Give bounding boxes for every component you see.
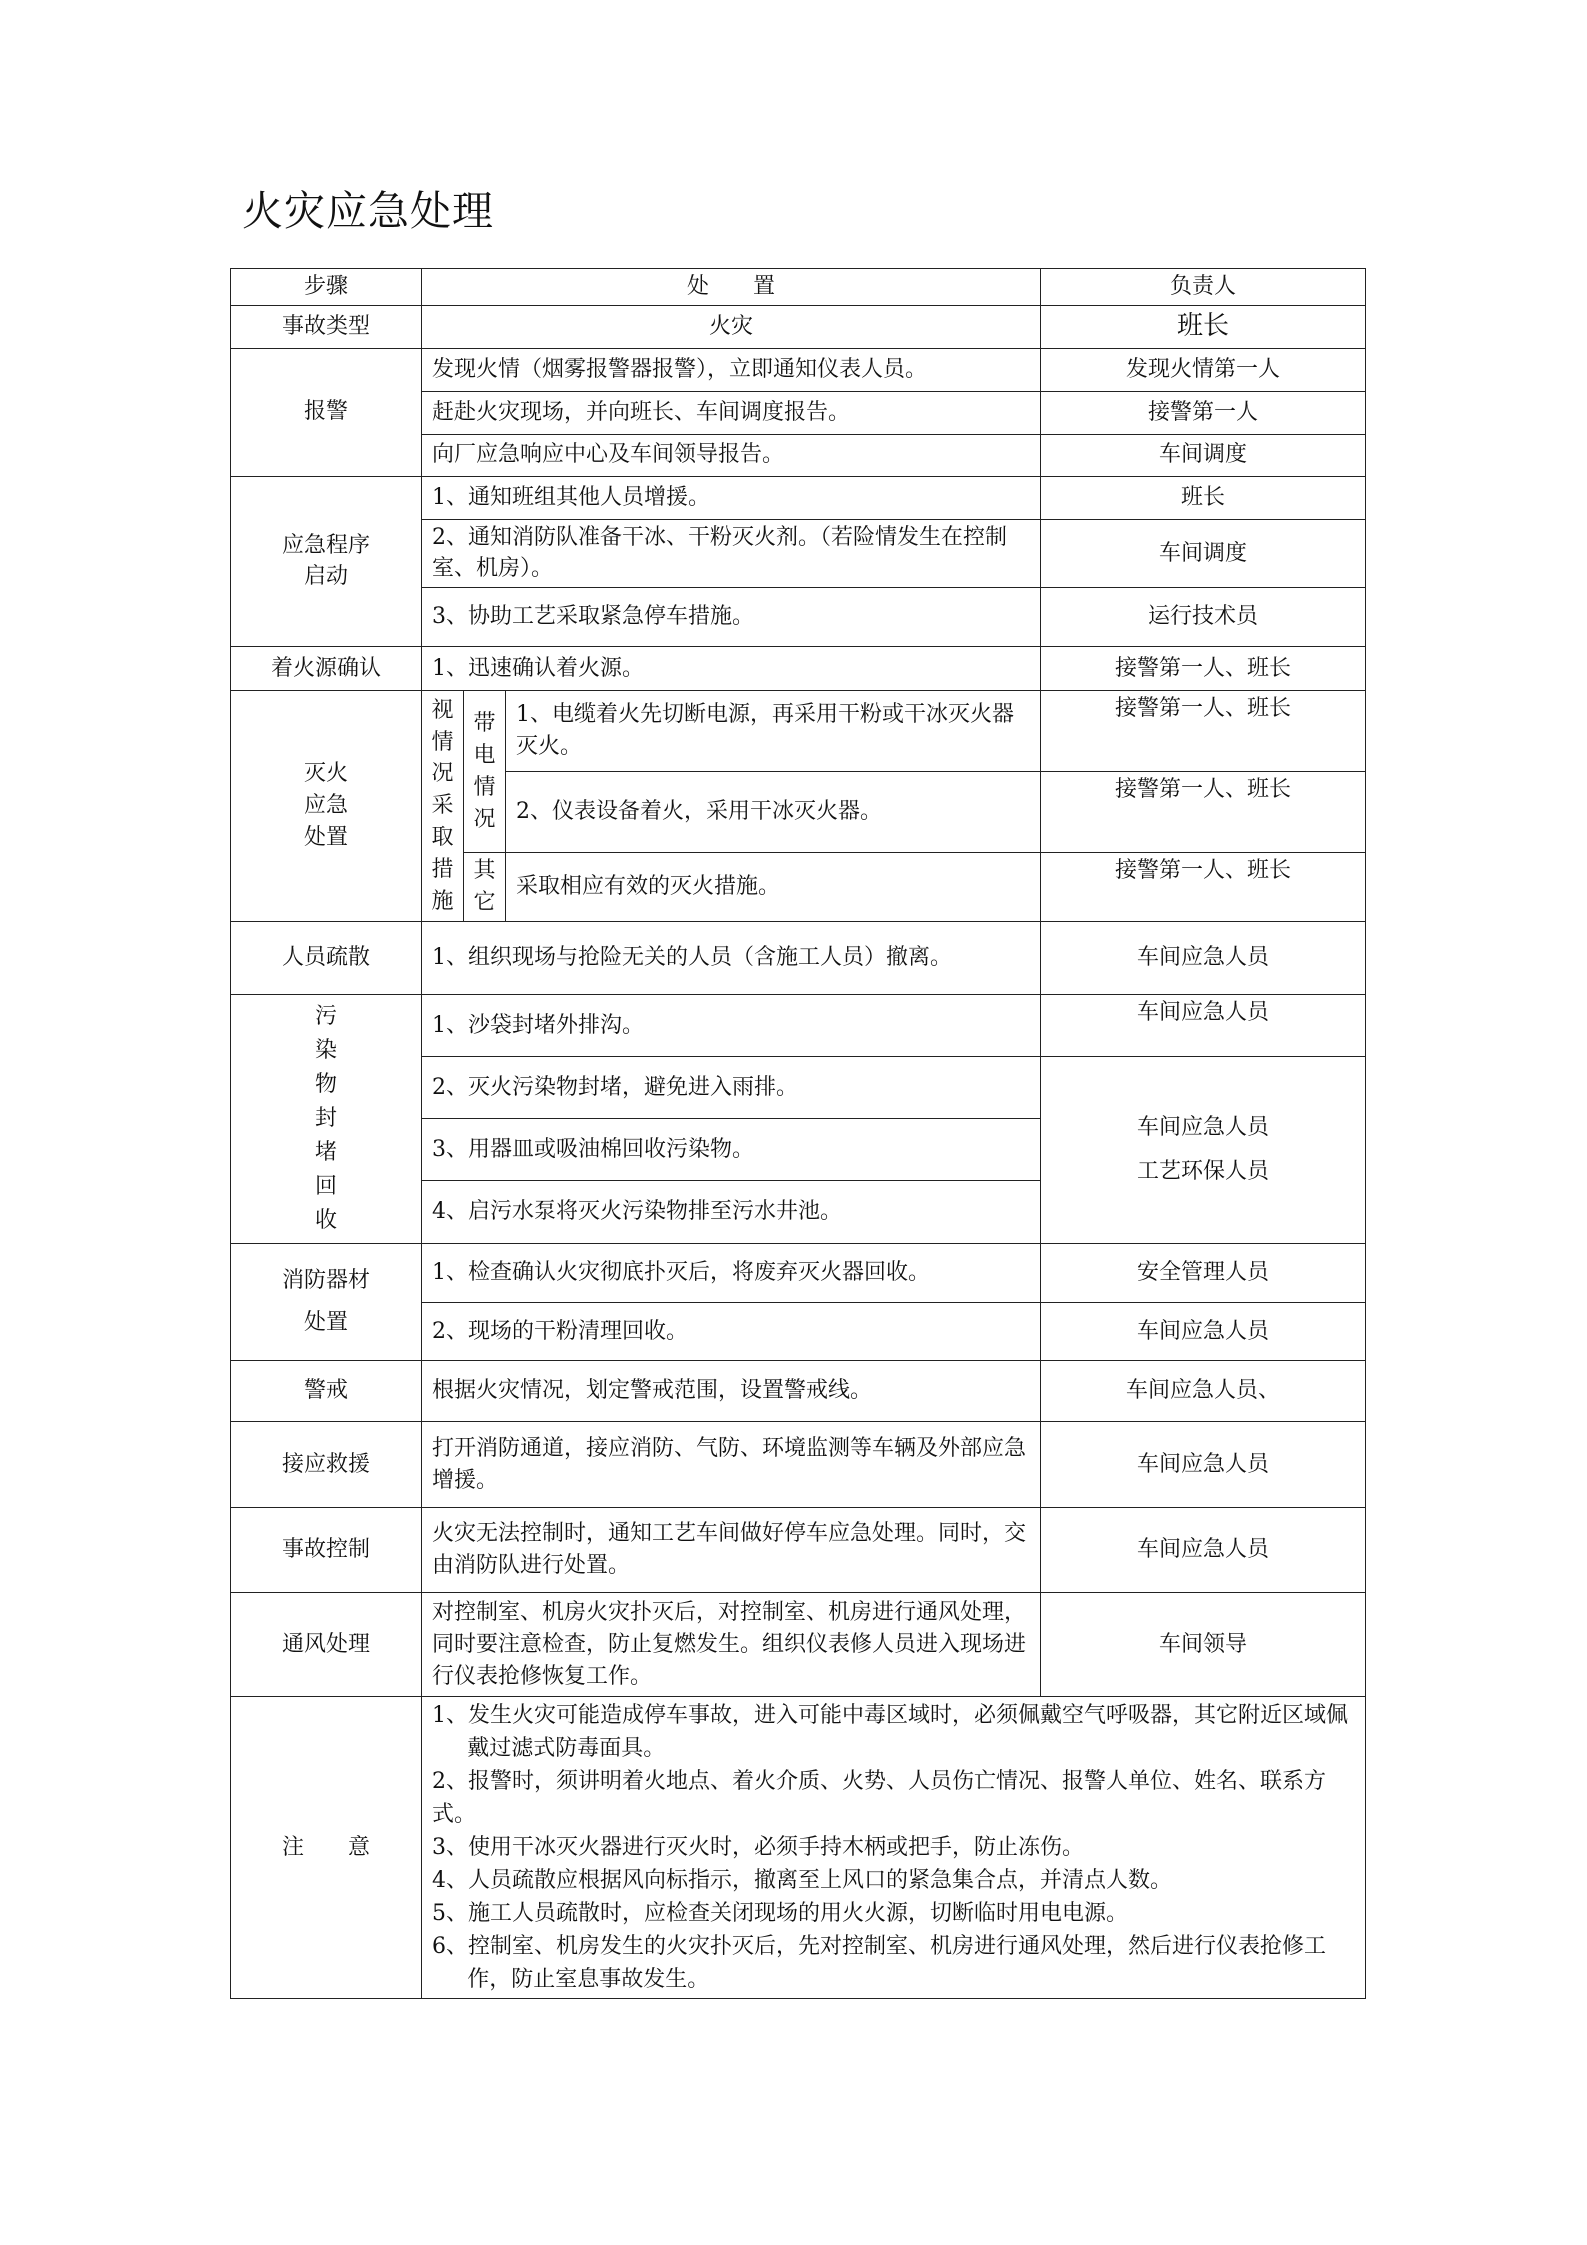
- pollution-char: 收: [314, 1208, 337, 1234]
- control-owner: 车间应急人员: [1041, 1508, 1366, 1593]
- table-row: [231, 476, 1366, 519]
- startup-action-1: 1、通知班组其他人员增援。: [422, 476, 1041, 519]
- table-row: [231, 995, 1366, 1057]
- live-char: 电: [473, 742, 496, 768]
- alarm-owner-2: 接警第一人: [1041, 391, 1366, 434]
- table-header-row: [231, 269, 1366, 306]
- equipment-action-2: 2、现场的干粉清理回收。: [422, 1303, 1041, 1361]
- ventilation-owner: 车间领导: [1041, 1593, 1366, 1697]
- notes-content: [422, 1697, 1366, 1999]
- note-item: 1、发生火灾可能造成停车事故，进入可能中毒区域时，必须佩戴空气呼吸器，其它附近区域佩戴过滤式防毒面具。: [432, 1703, 1349, 1762]
- extinguish-label-line-3: 处置: [303, 825, 348, 851]
- alert-owner: 车间应急人员、: [1041, 1361, 1366, 1422]
- table-row: [231, 1244, 1366, 1303]
- pollution-owner-1: 车间应急人员: [1041, 995, 1366, 1057]
- extinguish-owner-1: 接警第一人、班长: [1041, 691, 1366, 772]
- ventilation-action: 对控制室、机房火灾扑灭后，对控制室、机房进行通风处理，同时要注意检查，防止复燃发生。组织仪表修人员进入现场进行仪表抢修恢复工作。: [422, 1593, 1041, 1697]
- rescue-action: 打开消防通道，接应消防、气防、环境监测等车辆及外部应急增援。: [422, 1422, 1041, 1508]
- measures-char: 视: [431, 697, 454, 723]
- pollution-action-3: 3、用器皿或吸油棉回收污染物。: [422, 1119, 1041, 1181]
- header-action: 处 置: [422, 269, 1041, 306]
- pollution-owner-line-1: 车间应急人员: [1137, 1115, 1270, 1141]
- pollution-action-4: 4、启污水泵将灭火污染物排至污水井池。: [422, 1181, 1041, 1244]
- source-action: 1、迅速确认着火源。: [422, 647, 1041, 691]
- note-item: 5、施工人员疏散时，应检查关闭现场的用火火源，切断临时用电电源。: [432, 1901, 1128, 1927]
- table-row: [231, 922, 1366, 995]
- pollution-char: 污: [314, 1004, 337, 1030]
- rescue-label: 接应救援: [231, 1422, 422, 1508]
- extinguish-owner-3: 接警第一人、班长: [1041, 853, 1366, 922]
- table-row: [231, 1422, 1366, 1508]
- equipment-label: [231, 1244, 422, 1361]
- control-label: 事故控制: [231, 1508, 422, 1593]
- extinguish-label-line-1: 灭火: [303, 761, 348, 787]
- extinguish-action-1: 1、电缆着火先切断电源，再采用干粉或干冰灭火器灭火。: [506, 691, 1041, 772]
- incident-type-value: 火灾: [422, 305, 1041, 348]
- live-electric-label: [464, 691, 506, 853]
- note-item: 3、使用干冰灭火器进行灭火时，必须手持木柄或把手，防止冻伤。: [432, 1835, 1084, 1861]
- alert-label: 警戒: [231, 1361, 422, 1422]
- table-row: [231, 1697, 1366, 1999]
- pollution-char: 染: [314, 1038, 337, 1064]
- measures-char: 情: [431, 729, 454, 755]
- page-title: 火灾应急处理: [242, 187, 494, 235]
- startup-label: [231, 476, 422, 647]
- measures-char: 措: [431, 857, 454, 883]
- startup-label-line-1: 应急程序: [281, 532, 370, 558]
- equipment-action-1: 1、检查确认火灾彻底扑灭后，将废弃灭火器回收。: [422, 1244, 1041, 1303]
- pollution-shared-owner: [1041, 1057, 1366, 1244]
- startup-action-2: 2、通知消防队准备干冰、干粉灭火剂。（若险情发生在控制室、机房）。: [422, 519, 1041, 588]
- note-item: 2、报警时，须讲明着火地点、着火介质、火势、人员伤亡情况、报警人单位、姓名、联系方式。: [432, 1769, 1327, 1828]
- pollution-char: 物: [314, 1072, 337, 1098]
- pollution-char: 堵: [314, 1140, 337, 1166]
- source-label: 着火源确认: [231, 647, 422, 691]
- other-label: [464, 853, 506, 922]
- alarm-action-3: 向厂应急响应中心及车间领导报告。: [422, 434, 1041, 476]
- extinguish-label: [231, 691, 422, 922]
- extinguish-label-line-2: 应急: [303, 793, 348, 819]
- equipment-label-line-2: 处置: [303, 1310, 348, 1336]
- startup-action-3: 3、协助工艺采取紧急停车措施。: [422, 588, 1041, 647]
- rescue-owner: 车间应急人员: [1041, 1422, 1366, 1508]
- pollution-char: 回: [314, 1174, 337, 1200]
- extinguish-action-2: 2、仪表设备着火，采用干冰灭火器。: [506, 772, 1041, 853]
- alarm-owner-3: 车间调度: [1041, 434, 1366, 476]
- extinguish-owner-2: 接警第一人、班长: [1041, 772, 1366, 853]
- alarm-label: 报警: [231, 348, 422, 476]
- header-step: 步骤: [231, 269, 422, 306]
- table-row: [231, 1593, 1366, 1697]
- pollution-char: 封: [314, 1106, 337, 1132]
- startup-owner-3: 运行技术员: [1041, 588, 1366, 647]
- alarm-action-1: 发现火情（烟雾报警器报警），立即通知仪表人员。: [422, 348, 1041, 391]
- live-char: 况: [473, 806, 496, 832]
- measures-char: 况: [431, 761, 454, 787]
- measures-char: 取: [431, 825, 454, 851]
- table-row: [231, 348, 1366, 391]
- emergency-table: [230, 268, 1366, 1999]
- equipment-owner-2: 车间应急人员: [1041, 1303, 1366, 1361]
- measures-char: 采: [431, 793, 454, 819]
- measures-char: 施: [431, 888, 454, 914]
- pollution-action-1: 1、沙袋封堵外排沟。: [422, 995, 1041, 1057]
- incident-type-row: [231, 305, 1366, 348]
- live-char: 情: [473, 774, 496, 800]
- alarm-action-2: 赶赴火灾现场，并向班长、车间调度报告。: [422, 391, 1041, 434]
- pollution-action-2: 2、灭火污染物封堵，避免进入雨排。: [422, 1057, 1041, 1119]
- notes-label: 注 意: [231, 1697, 422, 1999]
- incident-type-owner: 班长: [1041, 305, 1366, 348]
- pollution-owner-line-2: 工艺环保人员: [1137, 1159, 1270, 1185]
- other-char: 它: [473, 890, 496, 916]
- equipment-owner-1: 安全管理人员: [1041, 1244, 1366, 1303]
- pollution-label: [231, 995, 422, 1244]
- other-char: 其: [473, 858, 496, 884]
- evacuate-label: 人员疏散: [231, 922, 422, 995]
- ventilation-label: 通风处理: [231, 1593, 422, 1697]
- startup-label-line-2: 启动: [303, 564, 348, 590]
- note-item: 4、人员疏散应根据风向标指示，撤离至上风口的紧急集合点，并清点人数。: [432, 1868, 1172, 1894]
- startup-owner-1: 班长: [1041, 476, 1366, 519]
- table-row: [231, 647, 1366, 691]
- note-item: 6、控制室、机房发生的火灾扑灭后，先对控制室、机房进行通风处理，然后进行仪表抢修工作，防止室息事故发生。: [432, 1934, 1327, 1993]
- table-row: [231, 1361, 1366, 1422]
- table-row: [231, 691, 1366, 772]
- table-row: [231, 1508, 1366, 1593]
- source-owner: 接警第一人、班长: [1041, 647, 1366, 691]
- extinguish-action-3: 采取相应有效的灭火措施。: [506, 853, 1041, 922]
- equipment-label-line-1: 消防器材: [281, 1268, 370, 1294]
- evacuate-owner: 车间应急人员: [1041, 922, 1366, 995]
- alert-action: 根据火灾情况，划定警戒范围，设置警戒线。: [422, 1361, 1041, 1422]
- startup-owner-2: 车间调度: [1041, 519, 1366, 588]
- evacuate-action: 1、组织现场与抢险无关的人员（含施工人员）撤离。: [422, 922, 1041, 995]
- control-action: 火灾无法控制时，通知工艺车间做好停车应急处理。同时，交由消防队进行处置。: [422, 1508, 1041, 1593]
- incident-type-label: 事故类型: [231, 305, 422, 348]
- header-owner: 负责人: [1041, 269, 1366, 306]
- live-char: 带: [473, 711, 496, 737]
- measures-sub-label: [422, 691, 464, 922]
- alarm-owner-1: 发现火情第一人: [1041, 348, 1366, 391]
